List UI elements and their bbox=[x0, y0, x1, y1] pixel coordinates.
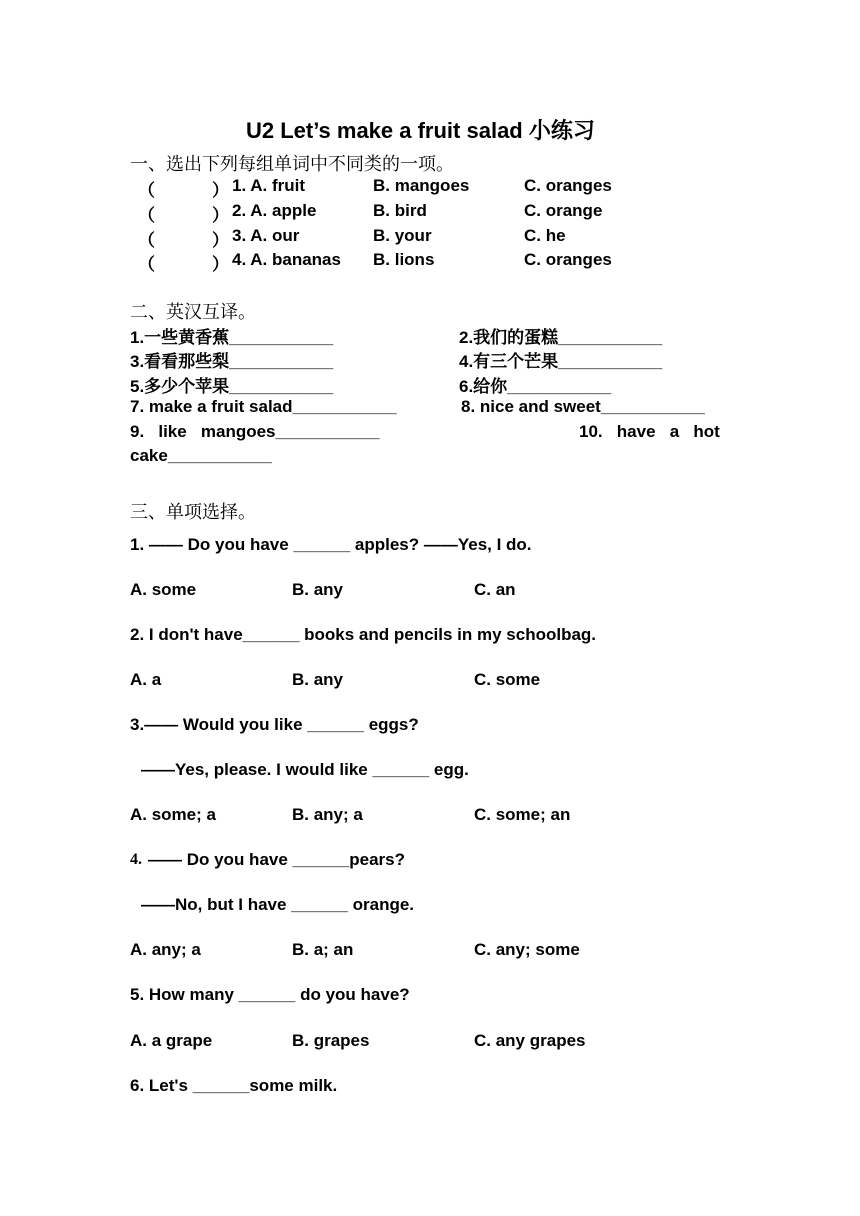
section2-heading: 二、英汉互译。 bbox=[130, 302, 256, 323]
question-2: 2. I don't have______ books and pencils in my schoolbag. bbox=[130, 625, 597, 644]
option-c: C. orange bbox=[524, 201, 603, 220]
option-c: C. he bbox=[524, 226, 566, 245]
option-a: 1. A. fruit bbox=[232, 176, 306, 195]
option-c: C. any; some bbox=[474, 940, 580, 959]
option-a: A. a grape bbox=[130, 1031, 213, 1050]
answer-paren-close: ） bbox=[212, 181, 229, 200]
answer-paren-close: ） bbox=[212, 231, 229, 250]
answer-paren-close: ） bbox=[212, 206, 229, 225]
option-b: B. any bbox=[292, 580, 344, 599]
section1-heading: 一、选出下列每组单词中不同类的一项。 bbox=[130, 154, 454, 175]
question-4-number: 4. bbox=[130, 851, 142, 868]
option-b: B. grapes bbox=[292, 1031, 370, 1050]
option-c: C. oranges bbox=[524, 250, 612, 269]
option-b: B. a; an bbox=[292, 940, 354, 959]
answer-paren-open: （ bbox=[138, 181, 155, 200]
option-b: B. lions bbox=[373, 250, 435, 269]
option-a: A. any; a bbox=[130, 940, 201, 959]
section3-heading: 三、单项选择。 bbox=[130, 502, 256, 523]
option-c: C. an bbox=[474, 580, 516, 599]
question-4: —— Do you have ______pears? bbox=[148, 850, 406, 869]
question-4-reply: ——No, but I have ______ orange. bbox=[141, 895, 415, 914]
option-c: C. any grapes bbox=[474, 1031, 586, 1050]
option-b: B. mangoes bbox=[373, 176, 470, 195]
question-3-reply: ——Yes, please. I would like ______ egg. bbox=[141, 760, 469, 779]
question-3: 3.—— Would you like ______ eggs? bbox=[130, 715, 419, 734]
option-c: C. some; an bbox=[474, 805, 571, 824]
option-a: 4. A. bananas bbox=[232, 250, 341, 269]
option-a: 3. A. our bbox=[232, 226, 300, 245]
translation-item: 7. make a fruit salad___________ bbox=[130, 397, 397, 416]
translation-item: 5.多少个苹果___________ bbox=[130, 377, 334, 396]
translation-item: 1.一些黄香蕉___________ bbox=[130, 328, 334, 347]
question-5: 5. How many ______ do you have? bbox=[130, 985, 410, 1004]
translation-item: 3.看看那些梨___________ bbox=[130, 352, 334, 371]
option-b: B. any; a bbox=[292, 805, 363, 824]
section1-item bbox=[0, 250, 860, 274]
translation-item: 9. like mangoes___________ bbox=[130, 422, 380, 441]
section1-item bbox=[0, 226, 860, 250]
option-a: A. a bbox=[130, 670, 162, 689]
question-6: 6. Let's ______some milk. bbox=[130, 1076, 338, 1095]
option-b: B. your bbox=[373, 226, 432, 245]
answer-paren-close: ） bbox=[212, 255, 229, 274]
option-b: B. any bbox=[292, 670, 344, 689]
option-b: B. bird bbox=[373, 201, 427, 220]
answer-paren-open: （ bbox=[138, 255, 155, 274]
option-c: C. some bbox=[474, 670, 541, 689]
option-c: C. oranges bbox=[524, 176, 612, 195]
translation-item: 4.有三个芒果___________ bbox=[459, 352, 663, 371]
translation-item: cake___________ bbox=[130, 446, 272, 465]
translation-item: 2.我们的蛋糕___________ bbox=[459, 328, 663, 347]
option-a: A. some bbox=[130, 580, 197, 599]
section1-item bbox=[0, 201, 860, 225]
translation-item: 10. have a hot bbox=[579, 422, 720, 441]
section1-item bbox=[0, 176, 860, 200]
translation-item: 8. nice and sweet___________ bbox=[461, 397, 705, 416]
option-a: A. some; a bbox=[130, 805, 216, 824]
translation-item: 6.给你___________ bbox=[459, 377, 612, 396]
answer-paren-open: （ bbox=[138, 206, 155, 225]
question-1: 1. —— Do you have ______ apples? ——Yes, I do. bbox=[130, 535, 532, 554]
answer-paren-open: （ bbox=[138, 231, 155, 250]
option-a: 2. A. apple bbox=[232, 201, 317, 220]
page-title: U2 Let’s make a fruit salad 小练习 bbox=[246, 118, 595, 143]
